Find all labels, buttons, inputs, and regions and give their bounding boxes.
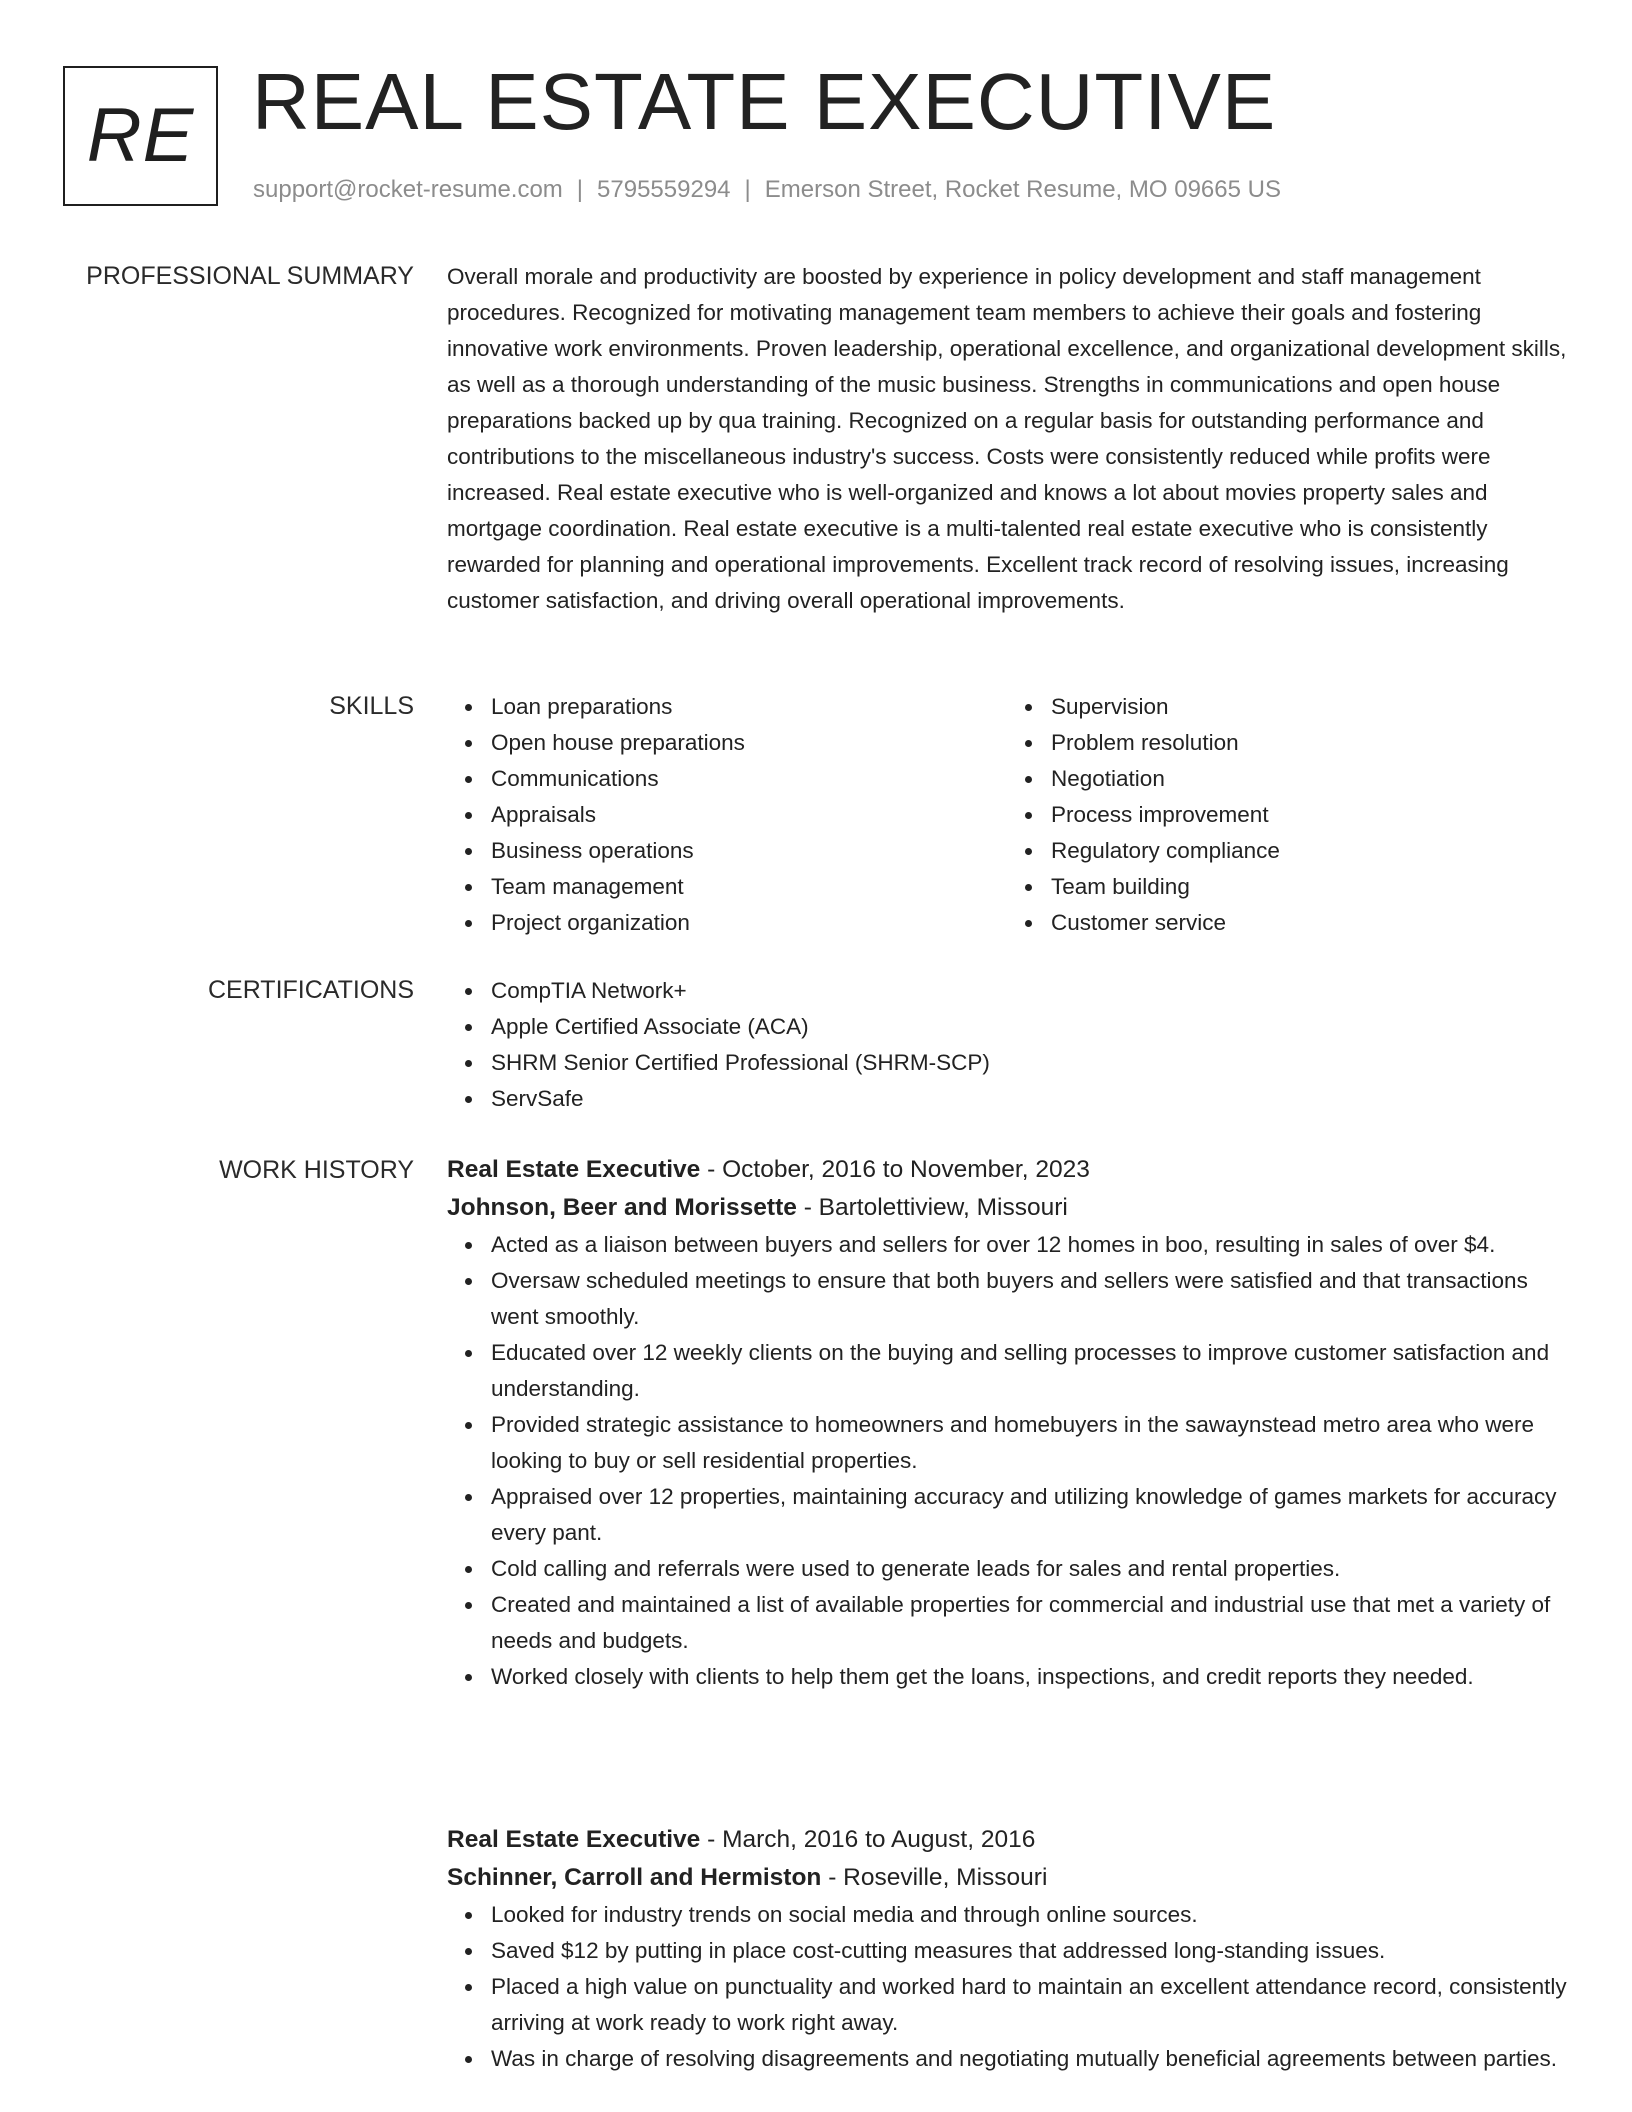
job-entry <box>447 1821 1567 2077</box>
list-item: Saved $12 by putting in place cost-cutting measures that addressed long-standing issues. <box>491 1933 1567 1969</box>
contact-email: support@rocket-resume.com <box>253 176 563 203</box>
list-item: Team management <box>491 869 1007 905</box>
job-title-line <box>447 1151 1567 1189</box>
list-item: Team building <box>1051 869 1567 905</box>
list-item: Regulatory compliance <box>1051 833 1567 869</box>
list-item: Provided strategic assistance to homeowners and homebuyers in the sawaynstead metro area who were looking to buy or sell residential properties. <box>491 1407 1567 1479</box>
list-item: Loan preparations <box>491 689 1007 725</box>
list-item: Educated over 12 weekly clients on the buying and selling processes to improve customer satisfaction and understanding. <box>491 1335 1567 1407</box>
job-location: - Bartolettiview, Missouri <box>796 1194 1068 1221</box>
job-title: Real Estate Executive <box>447 1156 701 1183</box>
job-bullets <box>447 1227 1567 1695</box>
job-title-line <box>447 1821 1567 1859</box>
contact-line <box>253 174 1281 206</box>
job-company: Johnson, Beer and Morissette <box>447 1194 797 1221</box>
list-item: Created and maintained a list of available properties for commercial and industrial use that met a variety of needs and budgets. <box>491 1587 1567 1659</box>
certifications-section <box>447 973 1567 1117</box>
job-entry <box>447 1151 1567 1695</box>
list-item: CompTIA Network+ <box>491 973 1567 1009</box>
list-item: ServSafe <box>491 1081 1567 1117</box>
job-company-line <box>447 1859 1567 1897</box>
skills-list-right <box>1007 689 1567 941</box>
list-item: Cold calling and referrals were used to generate leads for sales and rental properties. <box>491 1551 1567 1587</box>
summary-section <box>447 259 1567 619</box>
section-label-certifications: CERTIFICATIONS <box>207 976 414 1004</box>
list-item: Placed a high value on punctuality and worked hard to maintain an excellent attendance record, consistently arriving at work ready to work right away. <box>491 1969 1567 2041</box>
list-item: Appraisals <box>491 797 1007 833</box>
skills-columns <box>447 689 1567 941</box>
list-item: Open house preparations <box>491 725 1007 761</box>
list-item: Problem resolution <box>1051 725 1567 761</box>
monogram-box <box>63 66 218 206</box>
skills-list-left <box>447 689 1007 941</box>
job-company: Schinner, Carroll and Hermiston <box>447 1864 822 1891</box>
list-item: Worked closely with clients to help them get the loans, inspections, and credit reports they needed. <box>491 1659 1567 1695</box>
summary-text: Overall morale and productivity are boosted by experience in policy development and staff management procedures. Recognized for motivating management team members to achieve their goals and fostering innovative work environments. Proven leadership, operational excellence, and organizational development skills, as well as a thorough understanding of the music business. Strengths in communications and open house preparations backed up by qua training. Recognized on a regular basis for outstanding performance and contributions to the miscellaneous industry's success. Costs were consistently reduced while profits were increased. Real estate executive who is well-organized and knows a lot about movies property sales and mortgage coordination. Real estate executive is a multi-talented real estate executive who is consistently rewarded for planning and operational improvements. Excellent track record of resolving issues, increasing customer satisfaction, and driving overall operational improvements. <box>447 264 1567 613</box>
job-location: - Roseville, Missouri <box>821 1864 1048 1891</box>
list-item: Process improvement <box>1051 797 1567 833</box>
job-bullets <box>447 1897 1567 2077</box>
contact-address: Emerson Street, Rocket Resume, MO 09665 US <box>764 176 1281 203</box>
monogram-initials: RE <box>86 93 195 178</box>
list-item: Business operations <box>491 833 1007 869</box>
resume-title: REAL ESTATE EXECUTIVE <box>252 57 1277 146</box>
list-item: Supervision <box>1051 689 1567 725</box>
list-item: Customer service <box>1051 905 1567 941</box>
contact-separator: | <box>576 176 584 203</box>
section-label-work-history: WORK HISTORY <box>219 1156 414 1184</box>
list-item: Was in charge of resolving disagreements and negotiating mutually beneficial agreements between parties. <box>491 2041 1567 2077</box>
list-item: Project organization <box>491 905 1007 941</box>
section-label-summary: PROFESSIONAL SUMMARY <box>86 262 414 290</box>
list-item: Communications <box>491 761 1007 797</box>
list-item: Looked for industry trends on social media and through online sources. <box>491 1897 1567 1933</box>
contact-separator: | <box>744 176 751 203</box>
list-item: Apple Certified Associate (ACA) <box>491 1009 1567 1045</box>
job-dates: - March, 2016 to August, 2016 <box>700 1826 1036 1853</box>
list-item: Acted as a liaison between buyers and sellers for over 12 homes in boo, resulting in sales of over $4. <box>491 1227 1567 1263</box>
list-item: Negotiation <box>1051 761 1567 797</box>
section-label-skills: SKILLS <box>329 692 414 720</box>
job-dates: - October, 2016 to November, 2023 <box>700 1156 1090 1183</box>
skills-section <box>447 689 1567 941</box>
certifications-list <box>447 973 1567 1117</box>
list-item: SHRM Senior Certified Professional (SHRM-SCP) <box>491 1045 1567 1081</box>
job-title: Real Estate Executive <box>447 1826 701 1853</box>
job-company-line <box>447 1189 1567 1227</box>
list-item: Oversaw scheduled meetings to ensure that both buyers and sellers were satisfied and that transactions went smoothly. <box>491 1263 1567 1335</box>
contact-phone: 5795559294 <box>597 176 731 203</box>
list-item: Appraised over 12 properties, maintaining accuracy and utilizing knowledge of games markets for accuracy every pant. <box>491 1479 1567 1551</box>
